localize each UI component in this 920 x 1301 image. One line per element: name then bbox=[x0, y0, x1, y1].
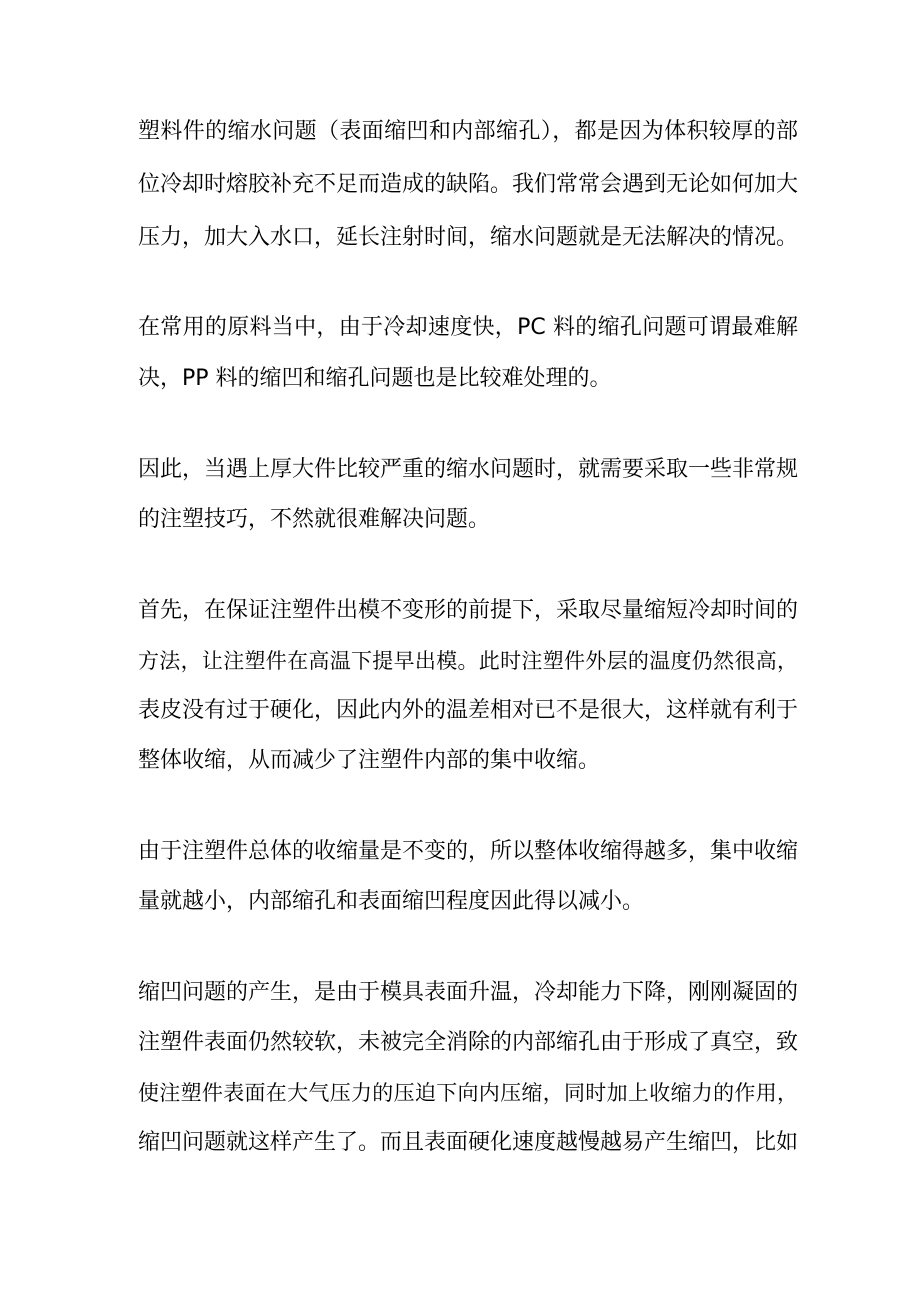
paragraph-5-line-1: 由于注塑件总体的收缩量是不变的，所以整体收缩得越多，集中收缩 bbox=[138, 839, 799, 864]
paragraph-6-line-2: 注塑件表面仍然较软，未被完全消除的内部缩孔由于形成了真空，致 bbox=[138, 1030, 799, 1055]
paragraph-4-line-2: 方法，让注塑件在高温下提早出模。此时注塑件外层的温度仍然很高， bbox=[138, 649, 798, 673]
paragraph-1-line-2: 位冷却时熔胶补充不足而造成的缺陷。我们常常会遇到无论如何加大 bbox=[138, 172, 799, 197]
paragraph-4-line-4: 整体收缩，从而减少了注塑件内部的集中收缩。 bbox=[138, 748, 601, 773]
paragraph-6-line-3: 使注塑件表面在大气压力的压迫下向内压缩，同时加上收缩力的作用， bbox=[138, 1081, 798, 1105]
paragraph-6-line-4: 缩凹问题就这样产生了。而且表面硬化速度越慢越易产生缩凹，比如 bbox=[138, 1130, 799, 1155]
paragraph-6-line-1: 缩凹问题的产生，是由于模具表面升温，冷却能力下降，刚刚凝固的 bbox=[138, 980, 799, 1005]
paragraph-2-line-2: 决，PP 料的缩凹和缩孔问题也是比较难处理的。 bbox=[138, 366, 612, 391]
paragraph-4-line-3: 表皮没有过于硬化，因此内外的温差相对已不是很大，这样就有利于 bbox=[138, 698, 799, 723]
paragraph-5-line-2: 量就越小，内部缩孔和表面缩凹程度因此得以减小。 bbox=[138, 889, 645, 914]
paragraph-2-line-1: 在常用的原料当中，由于冷却速度快，PC 料的缩孔问题可谓最难解 bbox=[138, 315, 798, 340]
paragraph-4-line-1: 首先，在保证注塑件出模不变形的前提下，采取尽量缩短冷却时间的 bbox=[138, 598, 799, 623]
paragraph-1-line-1: 塑料件的缩水问题（表面缩凹和内部缩孔），都是因为体积较厚的部 bbox=[138, 119, 798, 144]
paragraph-3-line-2: 的注塑技巧，不然就很难解决问题。 bbox=[138, 507, 491, 532]
paragraph-1-line-3: 压力，加大入水口，延长注射时间，缩水问题就是无法解决的情况。 bbox=[138, 225, 799, 250]
paragraph-3-line-1: 因此，当遇上厚大件比较严重的缩水问题时，就需要采取一些非常规 bbox=[138, 457, 799, 482]
